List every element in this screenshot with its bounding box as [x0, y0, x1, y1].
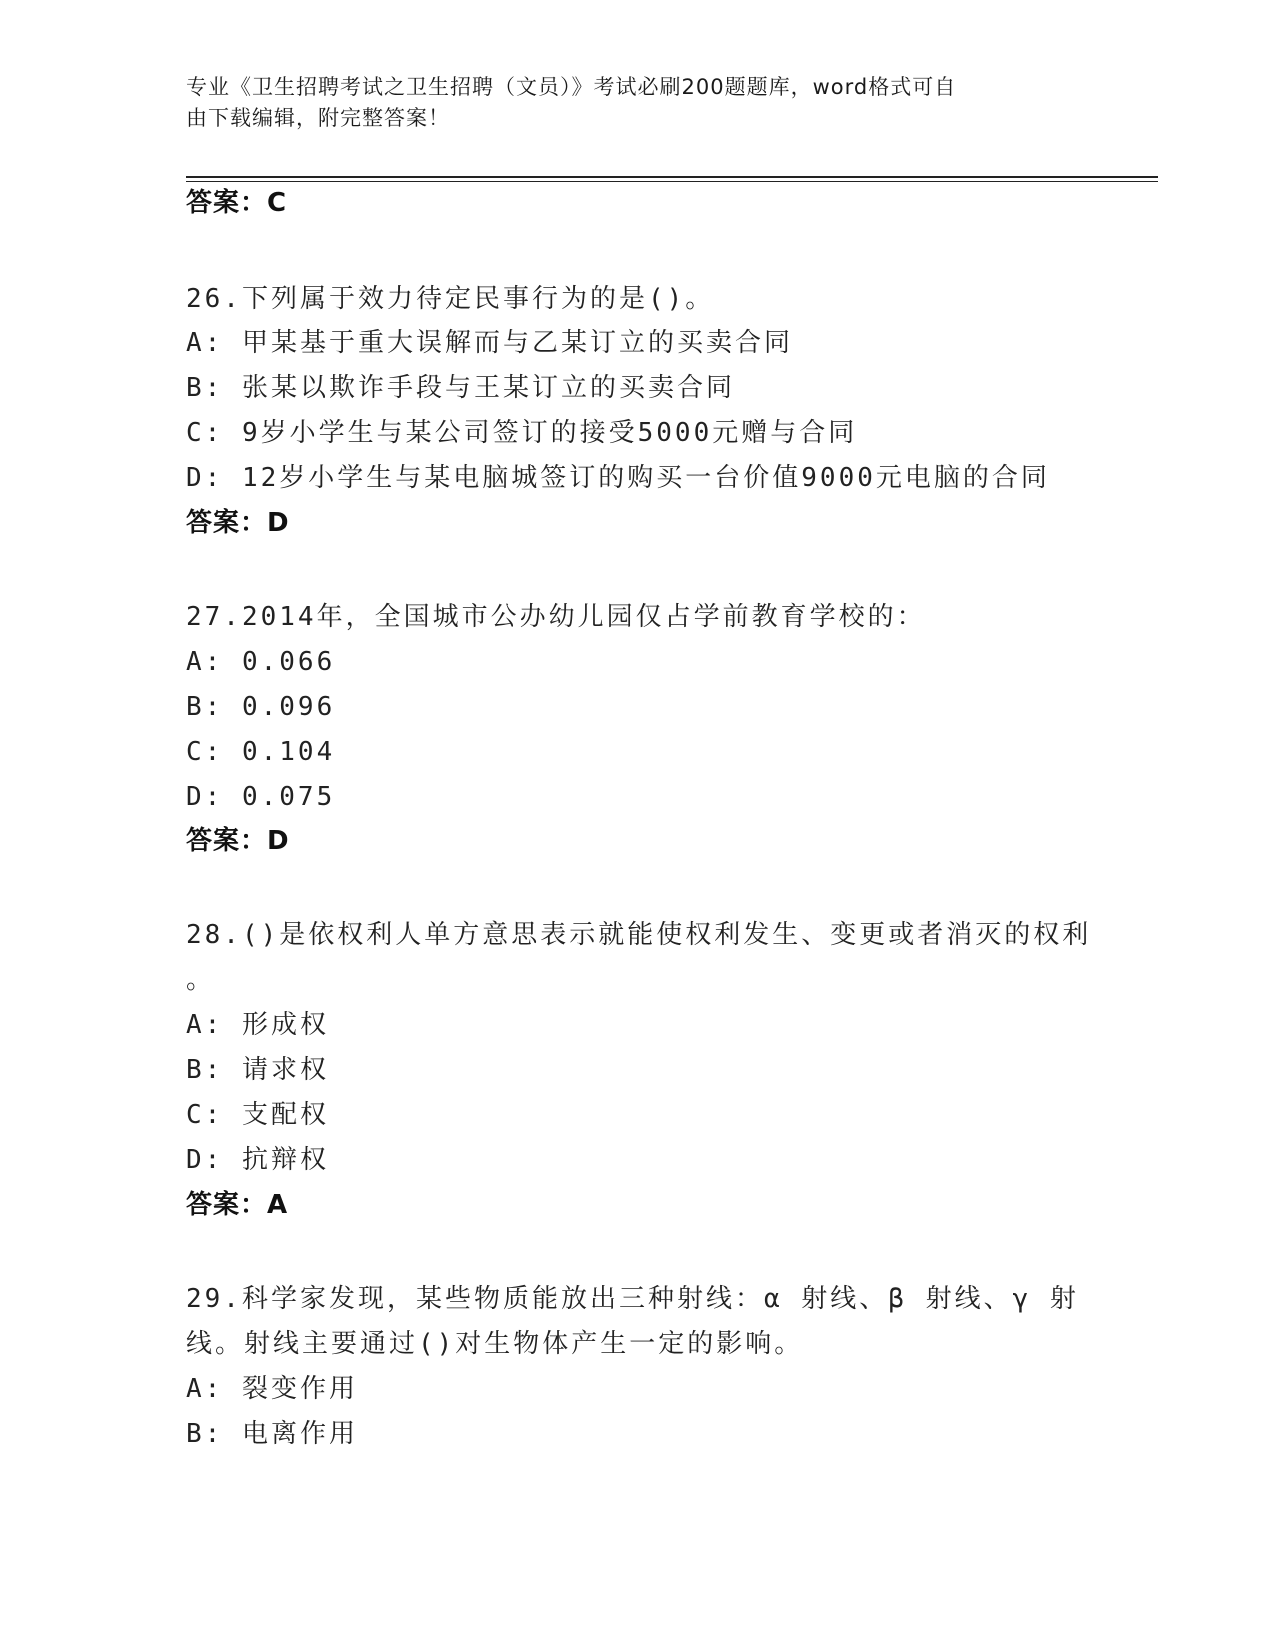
question-26-option-a: A: 甲某基于重大误解而与乙某订立的买卖合同 [186, 328, 793, 358]
question-29-option-b: B: 电离作用 [186, 1419, 358, 1449]
question-26-option-d: D: 12岁小学生与某电脑城签订的购买一台价值9000元电脑的合同 [186, 463, 1050, 493]
question-29-option-a: A: 裂变作用 [186, 1374, 358, 1404]
question-27-option-c: C: 0.104 [186, 737, 336, 767]
question-26-option-b: B: 张某以欺诈手段与王某订立的买卖合同 [186, 373, 735, 403]
question-27-option-b: B: 0.096 [186, 692, 336, 722]
question-27-stem: 27.2014年，全国城市公办幼儿园仅占学前教育学校的： [186, 602, 926, 632]
question-28-option-a: A: 形成权 [186, 1010, 329, 1040]
header-divider-thin [186, 181, 1158, 182]
question-29-stem-line-2: 线。射线主要通过()对生物体产生一定的影响。 [186, 1329, 804, 1359]
question-29-stem-line-1: 29.科学家发现，某些物质能放出三种射线：α 射线、β 射线、γ 射 [186, 1284, 1079, 1314]
header-divider-thick [186, 176, 1158, 178]
question-28-stem-line-1: 28.()是依权利人单方意思表示就能使权利发生、变更或者消灭的权利 [186, 920, 1092, 950]
question-26-stem: 26.下列属于效力待定民事行为的是()。 [186, 284, 715, 314]
question-28-answer: 答案：A [186, 1190, 289, 1220]
question-27-option-d: D: 0.075 [186, 782, 336, 812]
answer-25: 答案：C [186, 188, 288, 218]
header-line-2: 由下载编辑，附完整答案！ [186, 106, 450, 130]
question-28-option-c: C: 支配权 [186, 1100, 329, 1130]
question-28-option-d: D: 抗辩权 [186, 1145, 329, 1175]
header-line-1: 专业《卫生招聘考试之卫生招聘（文员）》考试必刷200题题库，word格式可自 [186, 75, 957, 99]
question-26-option-c: C: 9岁小学生与某公司签订的接受5000元赠与合同 [186, 418, 858, 448]
question-27-answer: 答案：D [186, 826, 290, 856]
question-28-option-b: B: 请求权 [186, 1055, 329, 1085]
question-27-option-a: A: 0.066 [186, 647, 336, 677]
document-header [186, 72, 1086, 134]
question-26-answer: 答案：D [186, 508, 290, 538]
question-28-stem-line-2: 。 [186, 965, 216, 995]
